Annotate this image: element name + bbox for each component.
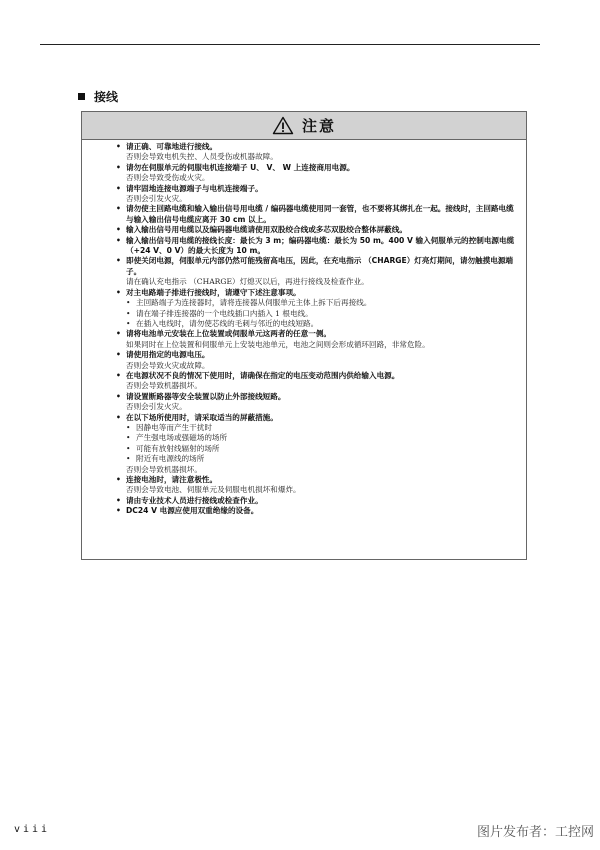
caution-subitem: • 附近有电源线的场所: [116, 454, 520, 464]
caution-note: 否则会导致受伤或火灾。: [126, 173, 210, 183]
warning-triangle-icon: [272, 116, 294, 135]
caution-note: 如果同时在上位装置和伺服单元上安装电池单元，电池之间则会形成循环回路，非常危险。: [126, 339, 430, 349]
caution-subitem: • 在插入电线时，请勿使芯线的毛刺与邻近的电线短路。: [116, 319, 520, 329]
caution-item: • 即使关闭电源，伺服单元内部仍然可能残留高电压，因此，在充电指示 （CHARGE）灯亮灯期间，请勿触摸电源端子。: [116, 256, 520, 277]
caution-note: 否则会导致电机失控、人员受伤或机器故障。: [126, 152, 278, 162]
caution-subitem: • 可能有放射线辐射的场所: [116, 444, 520, 454]
caution-subitem: • 主回路端子为连接器时，请将连接器从伺服单元主体上拆下后再接线。: [116, 298, 520, 308]
caution-item: • 在以下场所使用时，请采取适当的屏蔽措施。: [116, 413, 520, 423]
section-title: 接线: [94, 90, 119, 104]
caution-subitem: • 请在端子排连接器的一个电线插口内插入 1 根电线。: [116, 309, 520, 319]
caution-title: 注意: [301, 117, 336, 135]
caution-subitem: • 产生强电场或强磁场的场所: [116, 433, 520, 443]
caution-item: • 请设置断路器等安全装置以防止外部接线短路。: [116, 392, 520, 402]
caution-box: [81, 111, 527, 560]
section-heading: [78, 88, 118, 105]
page-number: viii: [14, 824, 51, 835]
caution-item: • 请勿使主回路电缆和输入输出信号用电缆 / 编码器电缆使用同一套管，也不要将其绑扎在一起。接线时，主回路电缆与输入输出信号电缆应离开 30 cm 以上。: [116, 204, 520, 225]
watermark: 图片发布者：工控网: [476, 825, 594, 840]
caution-item: • 请牢固地连接电源端子与电机连接端子。: [116, 184, 520, 194]
caution-items: [116, 142, 520, 517]
caution-item: • 对主电路端子排进行接线时，请遵守下述注意事项。: [116, 288, 520, 298]
caution-item: • DC24 V 电源应使用双重绝缘的设备。: [116, 506, 520, 516]
caution-note: 否则会导致火灾或故障。: [126, 360, 210, 370]
caution-item: • 输入输出信号用电缆的接线长度：最长为 3 m；编码器电缆：最长为 50 m。400 V 输入伺服单元的控制电源电缆 （+24 V、0 V）的最大长度为 10 m。: [116, 236, 520, 257]
caution-note: 否则会引发火灾。: [126, 402, 187, 412]
caution-note: 否则会引发火灾。: [126, 194, 187, 204]
caution-header: [82, 112, 526, 140]
caution-item: • 在电源状况不良的情况下使用时，请确保在指定的电压变动范围内供给输入电源。: [116, 371, 520, 381]
square-bullet-icon: [78, 93, 85, 100]
caution-subitem: • 因静电等而产生干扰时: [116, 423, 520, 433]
caution-item: • 请勿在伺服单元的伺服电机连接端子 U、 V、 W 上连接商用电源。: [116, 163, 520, 173]
caution-item: • 输入输出信号用电缆以及编码器电缆请使用双股绞合线或多芯双股绞合整体屏蔽线。: [116, 225, 520, 235]
caution-note: 否则会导致机器损坏。: [126, 464, 202, 474]
caution-note: 请在确认充电指示 （CHARGE）灯熄灭以后，再进行接线及检查作业。: [126, 277, 369, 287]
caution-item: • 请正确、可靠地进行接线。: [116, 142, 520, 152]
caution-item: • 连接电池时，请注意极性。: [116, 475, 520, 485]
top-rule: [40, 44, 540, 45]
caution-item: • 请使用指定的电源电压。: [116, 350, 520, 360]
caution-note: 否则会导致电池、伺服单元及伺服电机损坏和爆炸。: [126, 485, 301, 495]
caution-item: • 请将电池单元安装在上位装置或伺服单元这两者的任意一侧。: [116, 329, 520, 339]
caution-note: 否则会导致机器损坏。: [126, 381, 202, 391]
caution-item: • 请由专业技术人员进行接线或检查作业。: [116, 496, 520, 506]
